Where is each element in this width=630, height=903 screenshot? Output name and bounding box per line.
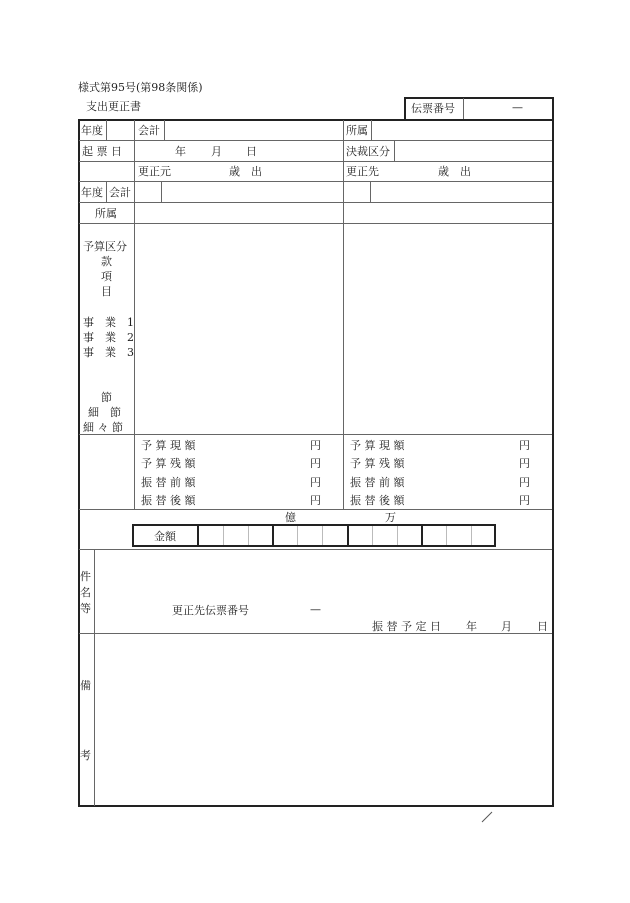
yen-unit: 円: [310, 476, 321, 489]
left-budget-current-label: 予 算 現 額: [141, 439, 196, 452]
decision-class-label: 決裁区分: [346, 145, 390, 158]
right-budget-remaining-label: 予 算 残 額: [350, 457, 405, 470]
dest-year-field[interactable]: [344, 182, 370, 202]
divider: [463, 98, 464, 119]
subject-field[interactable]: [96, 551, 552, 601]
project1-label: 事 業 1: [83, 316, 134, 329]
setsu-label: 節: [101, 391, 112, 404]
row-line: [79, 434, 552, 435]
yen-unit: 円: [310, 439, 321, 452]
amount-box: [132, 524, 496, 547]
affiliation-row-label: 所属: [95, 207, 117, 220]
voucher-number-field[interactable]: —: [512, 101, 523, 114]
voucher-number-label: 伝票番号: [411, 102, 455, 115]
amount-digit-field[interactable]: [199, 526, 494, 545]
dest-affiliation-field[interactable]: [344, 203, 552, 223]
right-budget-current-label: 予 算 現 額: [350, 439, 405, 452]
form-title: 支出更正書: [86, 100, 141, 113]
source-account-label: 会計: [109, 186, 131, 199]
account-field[interactable]: [165, 120, 343, 140]
right-after-transfer-label: 振 替 後 額: [350, 494, 405, 507]
source-year-label: 年度: [81, 186, 103, 199]
dest-type: 歳 出: [438, 165, 471, 178]
draft-date-label: 起 票 日: [82, 145, 122, 158]
dest-account-field[interactable]: [371, 182, 552, 202]
transfer-date-label: 振 替 予 定 日: [372, 620, 441, 633]
subject-label-char-1: 件: [80, 570, 91, 583]
yen-unit: 円: [519, 439, 530, 452]
dest-voucher-label: 更正先伝票番号: [172, 604, 249, 617]
moku-label: 目: [101, 285, 112, 298]
left-budget-remaining-label: 予 算 残 額: [141, 457, 196, 470]
affiliation-field[interactable]: [372, 120, 552, 140]
source-type: 歳 出: [229, 165, 262, 178]
source-account-field[interactable]: [162, 182, 343, 202]
dest-label: 更正先: [346, 165, 379, 178]
subject-label-char-2: 名: [80, 586, 91, 599]
transfer-month-label: 月: [501, 620, 512, 633]
source-year-field[interactable]: [135, 182, 161, 202]
right-before-transfer-label: 振 替 前 額: [350, 476, 405, 489]
source-affiliation-field[interactable]: [135, 203, 343, 223]
dest-voucher-field[interactable]: —: [310, 603, 321, 616]
divider: [106, 181, 107, 202]
oku-unit-label: 億: [285, 511, 296, 524]
row-line: [79, 633, 552, 634]
man-unit-label: 万: [385, 511, 396, 524]
kan-label: 款: [101, 255, 112, 268]
year-field[interactable]: [107, 120, 134, 140]
project3-label: 事 業 3: [83, 346, 134, 359]
yen-unit: 円: [519, 494, 530, 507]
account-label: 会計: [138, 124, 160, 137]
draft-day-label: 日: [246, 145, 257, 158]
project2-label: 事 業 2: [83, 331, 134, 344]
draft-month-label: 月: [211, 145, 222, 158]
budget-class-label: 予算区分: [83, 240, 127, 253]
year-label: 年度: [81, 124, 103, 137]
yen-unit: 円: [519, 457, 530, 470]
yen-unit: 円: [519, 476, 530, 489]
row-line: [79, 509, 552, 510]
subject-label-char-3: 等: [80, 602, 91, 615]
remarks-label-char-1: 備: [80, 679, 91, 692]
dest-budget-field[interactable]: [344, 224, 552, 434]
yen-unit: 円: [310, 494, 321, 507]
draft-year-label: 年: [175, 145, 186, 158]
row-line: [79, 549, 552, 550]
source-budget-field[interactable]: [135, 224, 343, 434]
affiliation-label: 所属: [346, 124, 368, 137]
saisetsu-label: 細 節: [88, 406, 121, 419]
remarks-field[interactable]: [96, 635, 552, 805]
kou-label: 項: [101, 270, 112, 283]
transfer-day-label: 日: [537, 620, 548, 633]
saisaisetsu-label: 細 々 節: [83, 421, 123, 434]
form-caption: 様式第95号(第98条関係): [78, 81, 203, 94]
amount-label: 金額: [154, 530, 176, 543]
left-before-transfer-label: 振 替 前 額: [141, 476, 196, 489]
divider: [94, 549, 95, 806]
source-label: 更正元: [138, 165, 171, 178]
decision-class-field[interactable]: [395, 141, 552, 161]
remarks-label-char-2: 考: [80, 749, 91, 762]
yen-unit: 円: [310, 457, 321, 470]
row-line: [79, 161, 552, 162]
transfer-year-label: 年: [466, 620, 477, 633]
slash-mark-icon: [480, 810, 494, 824]
left-after-transfer-label: 振 替 後 額: [141, 494, 196, 507]
